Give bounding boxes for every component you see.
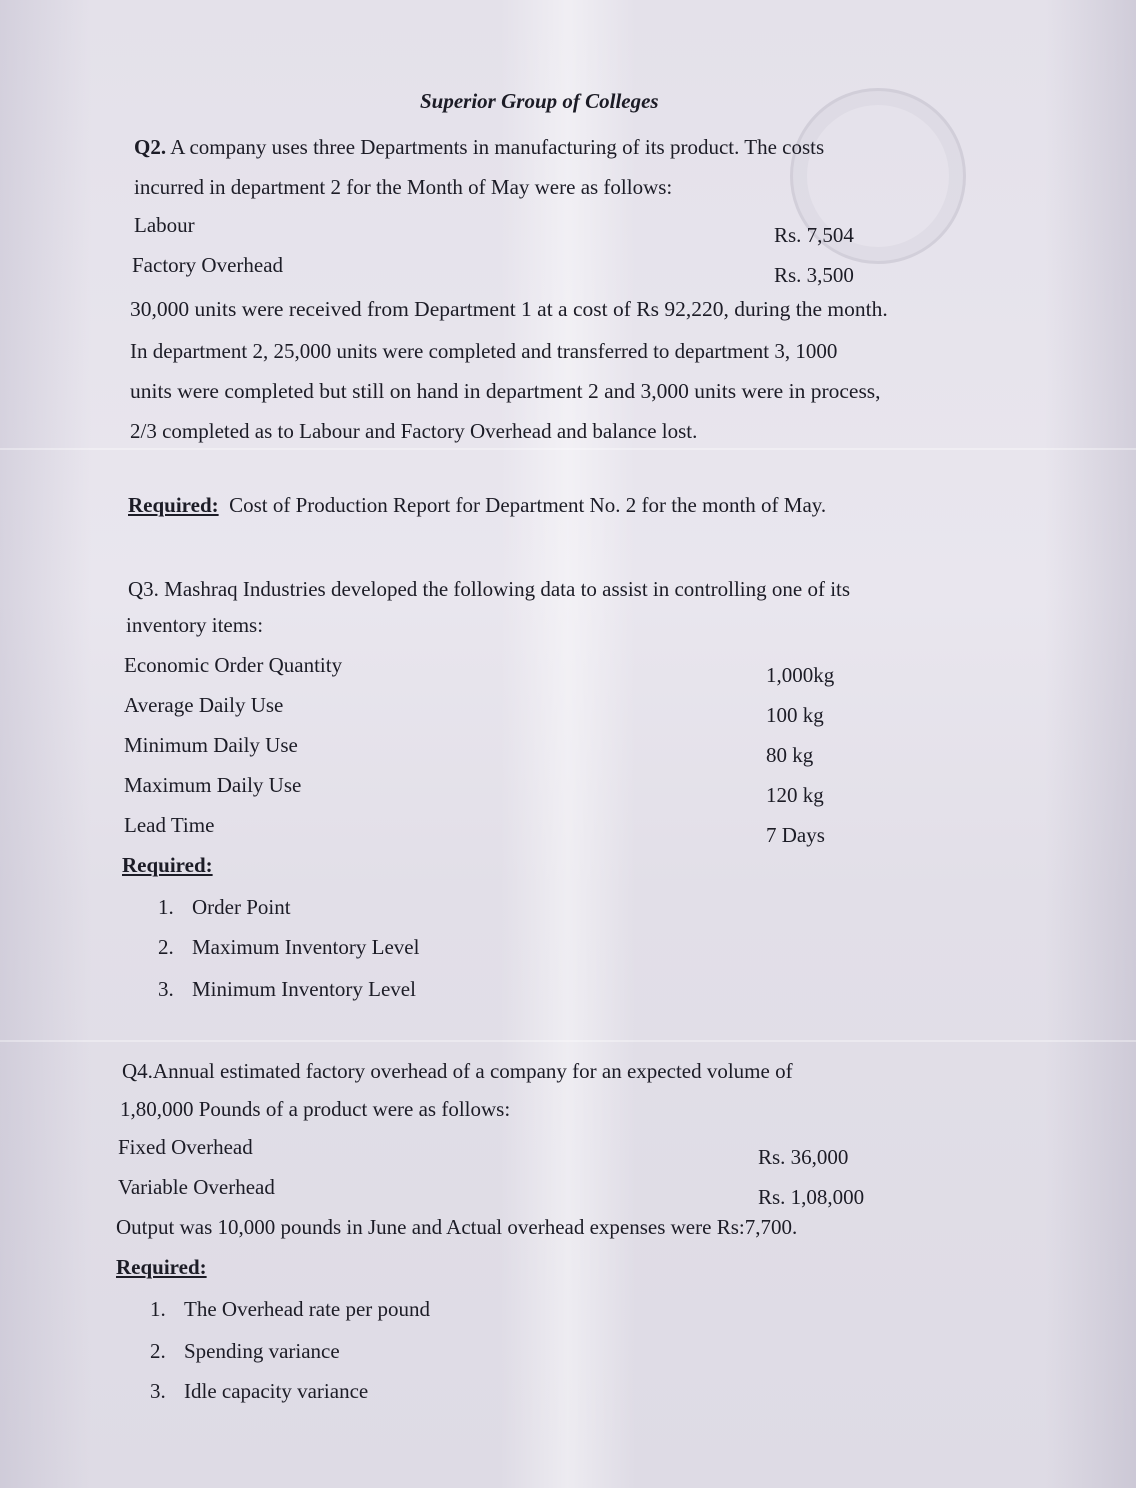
q3-data-item: Average Daily Use <box>124 693 284 717</box>
q4-requirement: 1. The Overhead rate per pound <box>150 1297 431 1321</box>
q2-intro-line-1: Q2. A company uses three Departments in manufacturing of its product. The costs <box>134 135 825 159</box>
q3-data-value: 7 Days <box>766 823 825 847</box>
q2-paragraph-line-2: In department 2, 25,000 units were completed and transferred to department 3, 1000 <box>130 339 838 363</box>
q4-label: Q4. <box>122 1059 153 1083</box>
q4-cost-item: Variable Overhead <box>118 1175 275 1199</box>
q4-cost-amount: Rs. 1,08,000 <box>758 1185 865 1209</box>
q4-output-line: Output was 10,000 pounds in June and Actual overhead expenses were Rs:7,700. <box>116 1215 798 1239</box>
q3-data-value: 1,000kg <box>766 663 835 687</box>
q3-requirement: 2. Maximum Inventory Level <box>158 935 420 959</box>
q2-required-text: Cost of Production Report for Department No. 2 for the month of May. <box>229 493 827 517</box>
q3-intro-line-2: inventory items: <box>126 613 264 637</box>
q2-intro-line-2: incurred in department 2 for the Month of May were as follows: <box>134 175 673 199</box>
q4-requirement: 3. Idle capacity variance <box>150 1379 369 1403</box>
q3-data-item: Economic Order Quantity <box>124 653 343 677</box>
q3-requirement: 3. Minimum Inventory Level <box>158 977 416 1001</box>
q2-paragraph-line-4: 2/3 completed as to Labour and Factory Overhead and balance lost. <box>130 419 698 443</box>
q2-cost-item: Factory Overhead <box>132 253 284 277</box>
required-label: Required: <box>128 493 219 517</box>
q4-requirement: 2. Spending variance <box>150 1339 340 1363</box>
q4-cost-amount: Rs. 36,000 <box>758 1145 849 1169</box>
q3-intro-line-1: Q3. Mashraq Industries developed the following data to assist in controlling one of its <box>128 577 851 601</box>
q2-cost-item: Labour <box>134 213 195 237</box>
q4-intro-line-1: Q4.Annual estimated factory overhead of a company for an expected volume of <box>122 1059 793 1083</box>
q4-cost-item: Fixed Overhead <box>118 1135 253 1159</box>
q2-cost-amount: Rs. 7,504 <box>774 223 854 247</box>
required-label: Required: <box>116 1255 207 1279</box>
q3-data-value: 120 kg <box>766 783 824 807</box>
paper-fold <box>0 448 1136 450</box>
q2-cost-amount: Rs. 3,500 <box>774 263 854 287</box>
q3-data-value: 80 kg <box>766 743 814 767</box>
q2-paragraph-line-3: units were completed but still on hand in department 2 and 3,000 units were in process, <box>130 379 881 403</box>
q3-data-value: 100 kg <box>766 703 824 727</box>
q2-required <box>128 492 826 518</box>
paper-fold <box>0 1040 1136 1042</box>
institution-title: Superior Group of Colleges <box>420 89 659 113</box>
q3-data-item: Lead Time <box>124 813 215 837</box>
q2-label: Q2. <box>134 135 167 159</box>
q3-data-item: Maximum Daily Use <box>124 773 302 797</box>
q2-paragraph-line-1: 30,000 units were received from Department 1 at a cost of Rs 92,220, during the month. <box>130 297 888 321</box>
q3-label: Q3. <box>128 577 159 601</box>
q3-requirement: 1. Order Point <box>158 895 291 919</box>
q3-data-item: Minimum Daily Use <box>124 733 298 757</box>
q4-intro-line-2: 1,80,000 Pounds of a product were as follows: <box>120 1097 511 1121</box>
required-label: Required: <box>122 853 213 877</box>
